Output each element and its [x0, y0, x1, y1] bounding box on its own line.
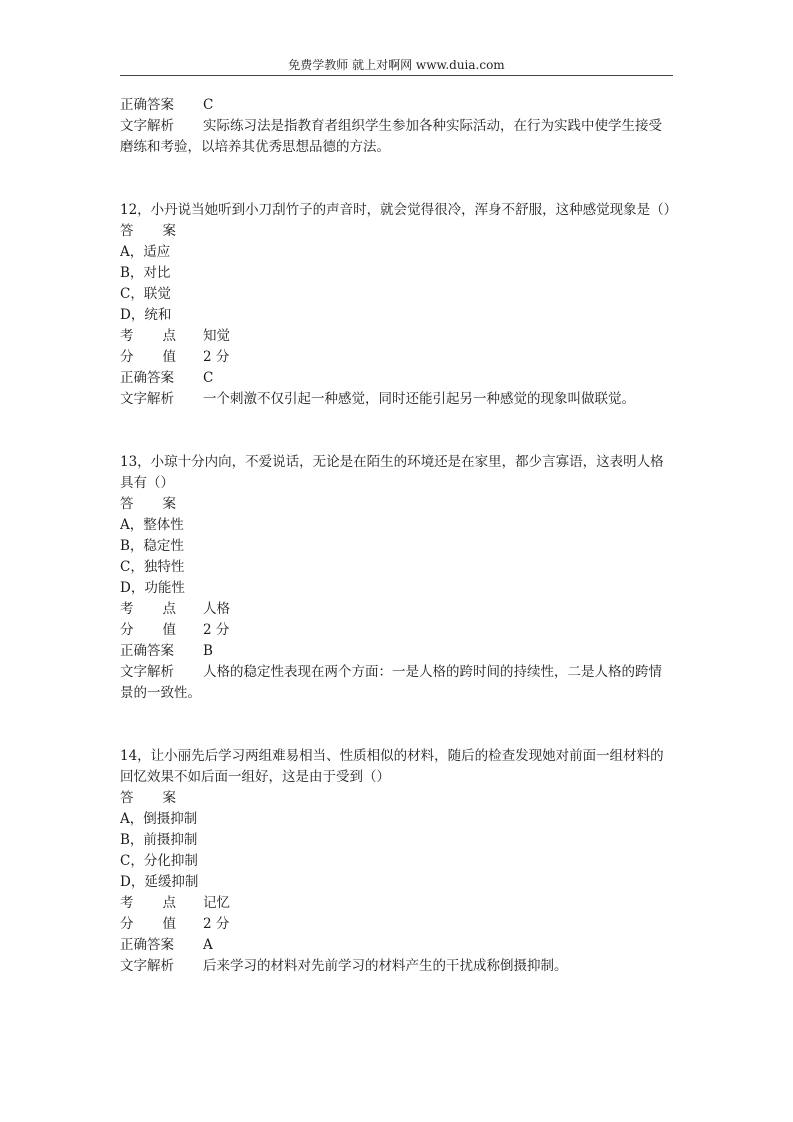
- score-value: 2 分: [203, 349, 230, 365]
- score-row: [120, 620, 675, 641]
- score-label-char1: 分: [120, 349, 134, 365]
- correct-answer-label: 正确答案: [120, 643, 174, 659]
- analysis-row: [120, 389, 675, 410]
- score-label: [120, 914, 176, 935]
- correct-answer-row: [120, 368, 675, 389]
- analysis-row: [120, 956, 675, 977]
- score-value: 2 分: [203, 916, 230, 932]
- score-label-char2: 值: [162, 622, 176, 638]
- question-stem-line1: 13，小琼十分内向，不爱说话，无论是在陌生的环境还是在家里，都少言寡语，这表明人格: [120, 454, 664, 470]
- analysis-text-line2: 景的一致性。: [120, 685, 201, 701]
- question-stem: 12，小丹说当她听到小刀刮竹子的声音时，就会觉得很冷，浑身不舒服，这种感觉现象是（）: [120, 202, 678, 218]
- question-stem-line2: 回忆效果不如后面一组好，这是由于受到（）: [120, 769, 390, 785]
- point-label-char1: 考: [120, 895, 134, 911]
- question-stem-line1: 14，让小丽先后学习两组难易相当、性质相似的材料，随后的检查发现她对前面一组材料的: [120, 748, 664, 764]
- answer-header-row: [120, 788, 675, 809]
- spacer: [120, 158, 675, 200]
- score-label-char1: 分: [120, 916, 134, 932]
- answer-label-char1: 答: [120, 496, 134, 512]
- analysis-text: 后来学习的材料对先前学习的材料产生的干扰成称倒摄抑制。: [203, 958, 568, 974]
- analysis-label: 文字解析: [120, 391, 174, 407]
- point-row: [120, 599, 675, 620]
- point-label: [120, 599, 176, 620]
- correct-answer-value: C: [203, 370, 214, 386]
- analysis-label: 文字解析: [120, 664, 174, 680]
- answer-label-char2: 案: [162, 223, 176, 239]
- point-value: 人格: [203, 601, 230, 617]
- option-b: B，对比: [120, 265, 171, 281]
- correct-answer-row: [120, 641, 675, 662]
- spacer: [120, 704, 675, 746]
- answer-label-char1: 答: [120, 790, 134, 806]
- point-row: [120, 326, 675, 347]
- question-14: [120, 746, 675, 977]
- analysis-text-line1: 实际练习法是指教育者组织学生参加各种实际活动，在行为实践中使学生接受: [203, 118, 662, 134]
- previous-question-tail: [120, 95, 675, 158]
- score-row: [120, 347, 675, 368]
- score-label-char2: 值: [162, 349, 176, 365]
- correct-answer-row: [120, 935, 675, 956]
- point-label-char1: 考: [120, 328, 134, 344]
- answer-label: [120, 221, 176, 242]
- option-b: B，稳定性: [120, 538, 184, 554]
- analysis-text-line1: 人格的稳定性表现在两个方面：一是人格的跨时间的持续性，二是人格的跨情: [203, 664, 662, 680]
- point-label-char2: 点: [162, 601, 176, 617]
- correct-answer-label: 正确答案: [120, 370, 174, 386]
- analysis-label: 文字解析: [120, 958, 174, 974]
- option-d: D，延缓抑制: [120, 874, 199, 890]
- score-label-char1: 分: [120, 622, 134, 638]
- option-a: A，整体性: [120, 517, 184, 533]
- option-b: B，前摄抑制: [120, 832, 198, 848]
- option-c: C，联觉: [120, 286, 171, 302]
- answer-header-row: [120, 221, 675, 242]
- option-a: A，适应: [120, 244, 171, 260]
- score-row: [120, 914, 675, 935]
- question-stem-line2: 具有（）: [120, 475, 174, 491]
- point-label-char2: 点: [162, 328, 176, 344]
- score-label-char2: 值: [162, 916, 176, 932]
- score-value: 2 分: [203, 622, 230, 638]
- point-value: 记忆: [203, 895, 230, 911]
- spacer: [120, 410, 675, 452]
- score-label: [120, 620, 176, 641]
- answer-label: [120, 788, 176, 809]
- correct-answer-row: [120, 95, 675, 116]
- question-13: [120, 452, 675, 704]
- analysis-text-line2: 磨练和考验，以培养其优秀思想品德的方法。: [120, 139, 390, 155]
- correct-answer-label: 正确答案: [120, 97, 174, 113]
- option-c: C，分化抑制: [120, 853, 198, 869]
- analysis-label: 文字解析: [120, 118, 174, 134]
- point-label: [120, 893, 176, 914]
- point-label: [120, 326, 176, 347]
- score-label: [120, 347, 176, 368]
- answer-label-char2: 案: [162, 790, 176, 806]
- point-label-char2: 点: [162, 895, 176, 911]
- analysis-continuation: [120, 137, 675, 158]
- page-header: 免费学教师 就上对啊网 www.duia.com: [288, 58, 505, 72]
- answer-label-char2: 案: [162, 496, 176, 512]
- question-12: [120, 200, 678, 410]
- correct-answer-label: 正确答案: [120, 937, 174, 953]
- answer-label-char1: 答: [120, 223, 134, 239]
- correct-answer-value: B: [203, 643, 213, 659]
- option-c: C，独特性: [120, 559, 185, 575]
- option-d: D，功能性: [120, 580, 185, 596]
- analysis-row: [120, 662, 675, 683]
- header-rule: [120, 75, 673, 76]
- correct-answer-value: A: [203, 937, 213, 953]
- analysis-row: [120, 116, 675, 137]
- answer-header-row: [120, 494, 675, 515]
- document-body: [120, 95, 678, 977]
- option-a: A，倒摄抑制: [120, 811, 198, 827]
- answer-label: [120, 494, 176, 515]
- point-row: [120, 893, 675, 914]
- analysis-text: 一个刺激不仅引起一种感觉，同时还能引起另一种感觉的现象叫做联觉。: [203, 391, 635, 407]
- point-label-char1: 考: [120, 601, 134, 617]
- analysis-continuation: [120, 683, 675, 704]
- point-value: 知觉: [203, 328, 230, 344]
- correct-answer-value: C: [203, 97, 214, 113]
- option-d: D，统和: [120, 307, 172, 323]
